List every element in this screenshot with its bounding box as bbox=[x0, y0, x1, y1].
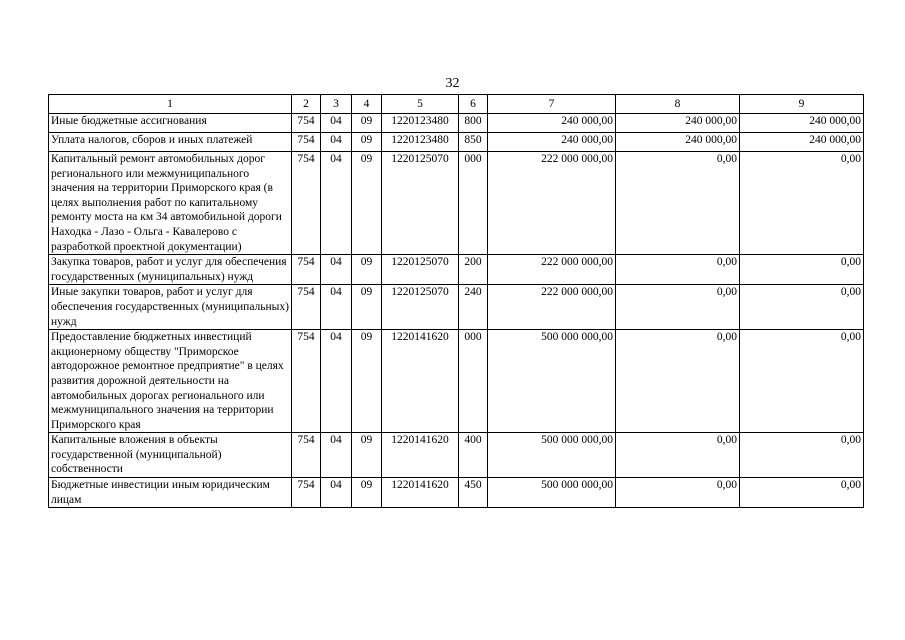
amount-col9: 240 000,00 bbox=[740, 133, 864, 152]
amount-col7: 222 000 000,00 bbox=[488, 152, 616, 255]
ministry-code: 754 bbox=[292, 152, 321, 255]
row-name: Иные закупки товаров, работ и услуг для обеспечения государственных (муниципальных) нужд bbox=[49, 285, 292, 330]
amount-col8: 240 000,00 bbox=[616, 133, 740, 152]
row-name: Уплата налогов, сборов и иных платежей bbox=[49, 133, 292, 152]
amount-col7: 500 000 000,00 bbox=[488, 478, 616, 508]
amount-col9: 240 000,00 bbox=[740, 114, 864, 133]
expense-type-code: 400 bbox=[459, 433, 488, 478]
section-code: 04 bbox=[321, 114, 352, 133]
target-article-code: 1220123480 bbox=[382, 114, 459, 133]
amount-col9: 0,00 bbox=[740, 255, 864, 285]
subsection-code: 09 bbox=[352, 255, 382, 285]
amount-col8: 0,00 bbox=[616, 152, 740, 255]
row-name: Закупка товаров, работ и услуг для обеспечения государственных (муниципальных) нужд bbox=[49, 255, 292, 285]
amount-col8: 0,00 bbox=[616, 433, 740, 478]
amount-col9: 0,00 bbox=[740, 478, 864, 508]
column-header: 7 bbox=[488, 95, 616, 114]
column-header: 3 bbox=[321, 95, 352, 114]
expense-type-code: 240 bbox=[459, 285, 488, 330]
table-row bbox=[49, 478, 864, 508]
section-code: 04 bbox=[321, 330, 352, 433]
budget-table bbox=[48, 94, 864, 508]
amount-col7: 500 000 000,00 bbox=[488, 433, 616, 478]
ministry-code: 754 bbox=[292, 478, 321, 508]
subsection-code: 09 bbox=[352, 285, 382, 330]
column-header: 2 bbox=[292, 95, 321, 114]
amount-col8: 240 000,00 bbox=[616, 114, 740, 133]
target-article-code: 1220125070 bbox=[382, 285, 459, 330]
row-name: Иные бюджетные ассигнования bbox=[49, 114, 292, 133]
ministry-code: 754 bbox=[292, 133, 321, 152]
table-row bbox=[49, 133, 864, 152]
amount-col7: 222 000 000,00 bbox=[488, 285, 616, 330]
column-header: 5 bbox=[382, 95, 459, 114]
subsection-code: 09 bbox=[352, 478, 382, 508]
section-code: 04 bbox=[321, 152, 352, 255]
subsection-code: 09 bbox=[352, 433, 382, 478]
table-row bbox=[49, 152, 864, 255]
target-article-code: 1220125070 bbox=[382, 255, 459, 285]
table-row bbox=[49, 433, 864, 478]
expense-type-code: 200 bbox=[459, 255, 488, 285]
expense-type-code: 000 bbox=[459, 330, 488, 433]
amount-col9: 0,00 bbox=[740, 152, 864, 255]
amount-col7: 222 000 000,00 bbox=[488, 255, 616, 285]
target-article-code: 1220141620 bbox=[382, 433, 459, 478]
row-name: Капитальный ремонт автомобильных дорог регионального или межмуниципального значения на территории Приморского края (в целях выполнения работ по капитальному ремонту моста на км 34 автомобильной дороги Находка - Лазо - Ольга - Кавалерово с разработкой проектной документации) bbox=[49, 152, 292, 255]
amount-col8: 0,00 bbox=[616, 478, 740, 508]
column-header: 9 bbox=[740, 95, 864, 114]
column-header: 6 bbox=[459, 95, 488, 114]
amount-col8: 0,00 bbox=[616, 285, 740, 330]
column-header: 1 bbox=[49, 95, 292, 114]
expense-type-code: 450 bbox=[459, 478, 488, 508]
table-row bbox=[49, 255, 864, 285]
target-article-code: 1220125070 bbox=[382, 152, 459, 255]
target-article-code: 1220141620 bbox=[382, 478, 459, 508]
table-header-row bbox=[49, 95, 864, 114]
row-name: Капитальные вложения в объекты государственной (муниципальной) собственности bbox=[49, 433, 292, 478]
subsection-code: 09 bbox=[352, 114, 382, 133]
amount-col7: 240 000,00 bbox=[488, 114, 616, 133]
table-row bbox=[49, 114, 864, 133]
target-article-code: 1220123480 bbox=[382, 133, 459, 152]
amount-col9: 0,00 bbox=[740, 433, 864, 478]
subsection-code: 09 bbox=[352, 152, 382, 255]
ministry-code: 754 bbox=[292, 255, 321, 285]
row-name: Предоставление бюджетных инвестиций акционерному обществу "Приморское автодорожное ремонтное предприятие" в целях развития дорожной деятельности на автомобильных дорогах регионального или межмуниципального значения на территории Приморского края bbox=[49, 330, 292, 433]
ministry-code: 754 bbox=[292, 114, 321, 133]
section-code: 04 bbox=[321, 433, 352, 478]
ministry-code: 754 bbox=[292, 285, 321, 330]
section-code: 04 bbox=[321, 478, 352, 508]
page-number: 32 bbox=[445, 76, 460, 91]
column-header: 8 bbox=[616, 95, 740, 114]
expense-type-code: 850 bbox=[459, 133, 488, 152]
amount-col8: 0,00 bbox=[616, 330, 740, 433]
ministry-code: 754 bbox=[292, 433, 321, 478]
amount-col9: 0,00 bbox=[740, 330, 864, 433]
ministry-code: 754 bbox=[292, 330, 321, 433]
section-code: 04 bbox=[321, 255, 352, 285]
table-row bbox=[49, 285, 864, 330]
section-code: 04 bbox=[321, 285, 352, 330]
section-code: 04 bbox=[321, 133, 352, 152]
column-header: 4 bbox=[352, 95, 382, 114]
amount-col9: 0,00 bbox=[740, 285, 864, 330]
table-row bbox=[49, 330, 864, 433]
amount-col7: 500 000 000,00 bbox=[488, 330, 616, 433]
expense-type-code: 800 bbox=[459, 114, 488, 133]
target-article-code: 1220141620 bbox=[382, 330, 459, 433]
subsection-code: 09 bbox=[352, 330, 382, 433]
amount-col8: 0,00 bbox=[616, 255, 740, 285]
amount-col7: 240 000,00 bbox=[488, 133, 616, 152]
row-name: Бюджетные инвестиции иным юридическим лицам bbox=[49, 478, 292, 508]
subsection-code: 09 bbox=[352, 133, 382, 152]
expense-type-code: 000 bbox=[459, 152, 488, 255]
